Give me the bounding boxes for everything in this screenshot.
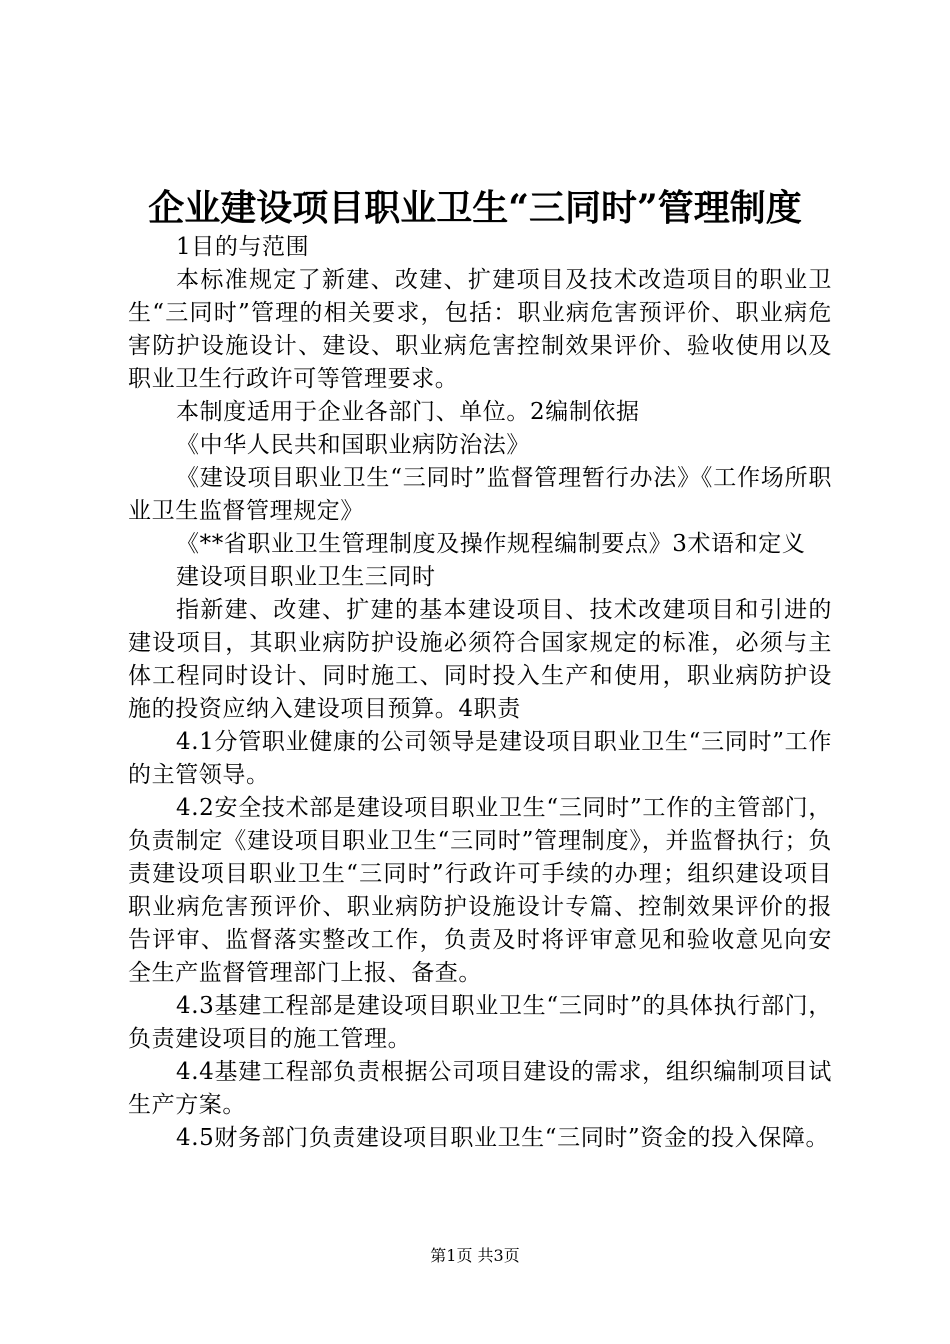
page-number-footer: 第1页 共3页 xyxy=(430,1246,520,1265)
paragraph: 1目的与范围 xyxy=(176,234,310,260)
paragraph: 4.2安全技术部是建设项目职业卫生“三同时”工作的主管部门，负责制定《建设项目职业卫生“三同时”管理制度》，并监督执行；负责建设项目职业卫生“三同时”行政许可手续的办理；组织建设项目职业病危害预评价、职业病防护设施设计专篇、控制效果评价的报告评审、监督落实整改工作，负责及时将评审意见和验收意见向安全生产监督管理部门上报、备查。 xyxy=(128,795,832,986)
document-title: 企业建设项目职业卫生“三同时”管理制度 xyxy=(148,187,802,229)
paragraph: 本制度适用于企业各部门、单位。2编制依据 xyxy=(176,399,640,425)
paragraph: 《**省职业卫生管理制度及操作规程编制要点》3术语和定义 xyxy=(176,531,806,557)
paragraph: 4.4基建工程部负责根据公司项目建设的需求，组织编制项目试生产方案。 xyxy=(128,1059,832,1118)
paragraph: 指新建、改建、扩建的基本建设项目、技术改建项目和引进的建设项目，其职业病防护设施必须符合国家规定的标准，必须与主体工程同时设计、同时施工、同时投入生产和使用，职业病防护设施的投资应纳入建设项目预算。4职责 xyxy=(128,597,832,722)
paragraph: 《中华人民共和国职业病防治法》 xyxy=(176,432,530,458)
paragraph: 4.5财务部门负责建设项目职业卫生“三同时”资金的投入保障。 xyxy=(176,1125,830,1151)
paragraph: 4.3基建工程部是建设项目职业卫生“三同时”的具体执行部门，负责建设项目的施工管理。 xyxy=(128,993,832,1052)
paragraph: 本标准规定了新建、改建、扩建项目及技术改造项目的职业卫生“三同时”管理的相关要求，包括：职业病危害预评价、职业病危害防护设施设计、建设、职业病危害控制效果评价、验收使用以及职业卫生行政许可等管理要求。 xyxy=(128,267,832,392)
paragraph: 《建设项目职业卫生“三同时”监督管理暂行办法》《工作场所职业卫生监督管理规定》 xyxy=(128,465,832,524)
paragraph: 4.1分管职业健康的公司领导是建设项目职业卫生“三同时”工作的主管领导。 xyxy=(128,729,832,788)
paragraph: 建设项目职业卫生三同时 xyxy=(176,564,436,590)
document-body xyxy=(128,231,832,1155)
